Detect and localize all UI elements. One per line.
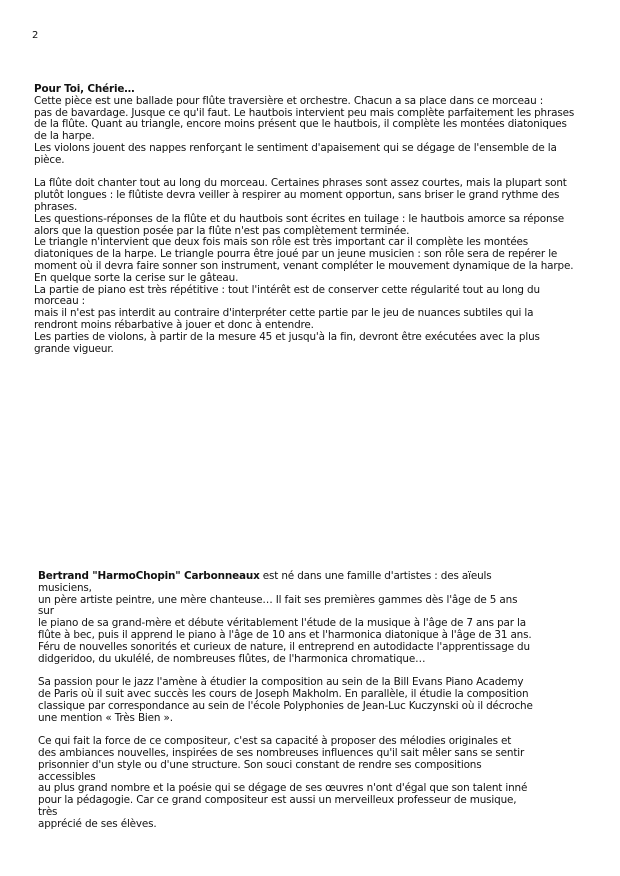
composer-biography-section	[38, 571, 533, 831]
text-line: des ambiances nouvelles, inspirées de ses nombreuses influences qu'il sait mêler sans se sentir	[38, 746, 525, 759]
composer-biography-text	[38, 595, 533, 831]
piece-title: Pour Toi, Chérie…	[34, 83, 135, 95]
text-line: de la flûte. Quant au triangle, encore moins présent que le hautbois, il complète les montées diatoniques	[34, 118, 567, 131]
text-line: moment où il devra faire sonner son instrument, venant compléter le mouvement dynamique de la harpe.	[34, 259, 574, 272]
text-line: rendront moins rébarbative à jouer et donc à entendre.	[34, 318, 314, 331]
text-line: La partie de piano est très répétitive : tout l'intérêt est de conserver cette régularité tout au long du	[34, 283, 540, 296]
text-line: phrases.	[34, 200, 78, 213]
text-line: une mention « Très Bien ».	[38, 711, 173, 724]
text-line: le piano de sa grand-mère et débute véritablement l'étude de la musique à l'âge de 7 ans par la	[38, 617, 526, 630]
text-line: mais il n'est pas interdit au contraire d'interpréter cette partie par le jeu de nuances subtiles qui la	[34, 307, 534, 320]
text-line: Ce qui fait la force de ce compositeur, c'est sa capacité à proposer des mélodies originales et	[38, 735, 512, 748]
text-line: Féru de nouvelles sonorités et curieux de nature, il entreprend en autodidacte l'apprentissage du	[38, 640, 530, 653]
text-line: Les questions-réponses de la flûte et du hautbois sont écrites en tuilage : le hautbois amorce sa réponse	[34, 212, 564, 225]
text-line: pour la pédagogie. Car ce grand compositeur est aussi un merveilleux professeur de musique, très	[38, 794, 517, 818]
text-line: pas de bavardage. Jusque ce qu'il faut. Le hautbois intervient peu mais complète parfaitement les phrases	[34, 106, 575, 119]
biography-first-line-text: est né dans une famille d'artistes : des aïeuls musiciens,	[38, 570, 492, 594]
text-line: flûte à bec, puis il apprend le piano à l'âge de 10 ans et l'harmonica diatonique à l'âge de 31 ans.	[38, 628, 532, 641]
text-line: prisonnier d'un style ou d'une structure. Son souci constant de rendre ses compositions accessibles	[38, 758, 482, 783]
text-line: grande vigueur.	[34, 342, 114, 355]
text-line: morceau :	[34, 295, 86, 308]
text-line: En quelque sorte la cerise sur le gâteau.	[34, 271, 239, 284]
text-line: un père artiste peintre, une mère chanteuse… Il fait ses premières gammes dès l'âge de 5 ans sur	[38, 593, 518, 618]
text-line: au plus grand nombre et la poésie qui se dégage de ses œuvres n'ont d'égal que son talent inné	[38, 782, 528, 795]
text-line: classique par correspondance au sein de l'école Polyphonies de Jean-Luc Kuczynski où il décroche	[38, 699, 533, 712]
text-line: didgeridoo, du ukulélé, de nombreuses flûtes, de l'harmonica chromatique…	[38, 652, 426, 665]
page-number: 2	[32, 30, 39, 41]
text-line: de la harpe.	[34, 130, 95, 143]
text-line: alors que la question posée par la flûte n'est pas complètement terminée.	[34, 224, 410, 237]
text-line: Les parties de violons, à partir de la mesure 45 et jusqu'à la fin, devront être exécutées avec la plus	[34, 330, 540, 343]
text-line: La flûte doit chanter tout au long du morceau. Certaines phrases sont assez courtes, mais la plupart sont	[34, 177, 567, 190]
text-line: apprécié de ses élèves.	[38, 817, 157, 830]
piece-description-text	[34, 96, 589, 356]
biography-first-line	[38, 571, 533, 595]
text-line: de Paris où il suit avec succès les cours de Joseph Makholm. En parallèle, il étudie la composition	[38, 687, 529, 700]
text-line: Cette pièce est une ballade pour flûte traversière et orchestre. Chacun a sa place dans ce morceau :	[34, 94, 544, 107]
text-line: Le triangle n'intervient que deux fois mais son rôle est très important car il complète les montées	[34, 236, 529, 249]
text-line: plutôt longues : le flûtiste devra veiller à respirer au moment opportun, sans briser le grand rythme des	[34, 189, 560, 202]
text-line: Les violons jouent des nappes renforçant le sentiment d'apaisement qui se dégage de l'ensemble de la pièce.	[34, 141, 557, 166]
text-line: diatoniques de la harpe. Le triangle pourra être joué par un jeune musicien : son rôle sera de repérer le	[34, 248, 558, 261]
composer-name: Bertrand "HarmoChopin" Carbonneaux	[38, 570, 260, 582]
piece-description-section	[34, 84, 589, 355]
text-line: Sa passion pour le jazz l'amène à étudier la composition au sein de la Bill Evans Piano Academy	[38, 676, 524, 689]
